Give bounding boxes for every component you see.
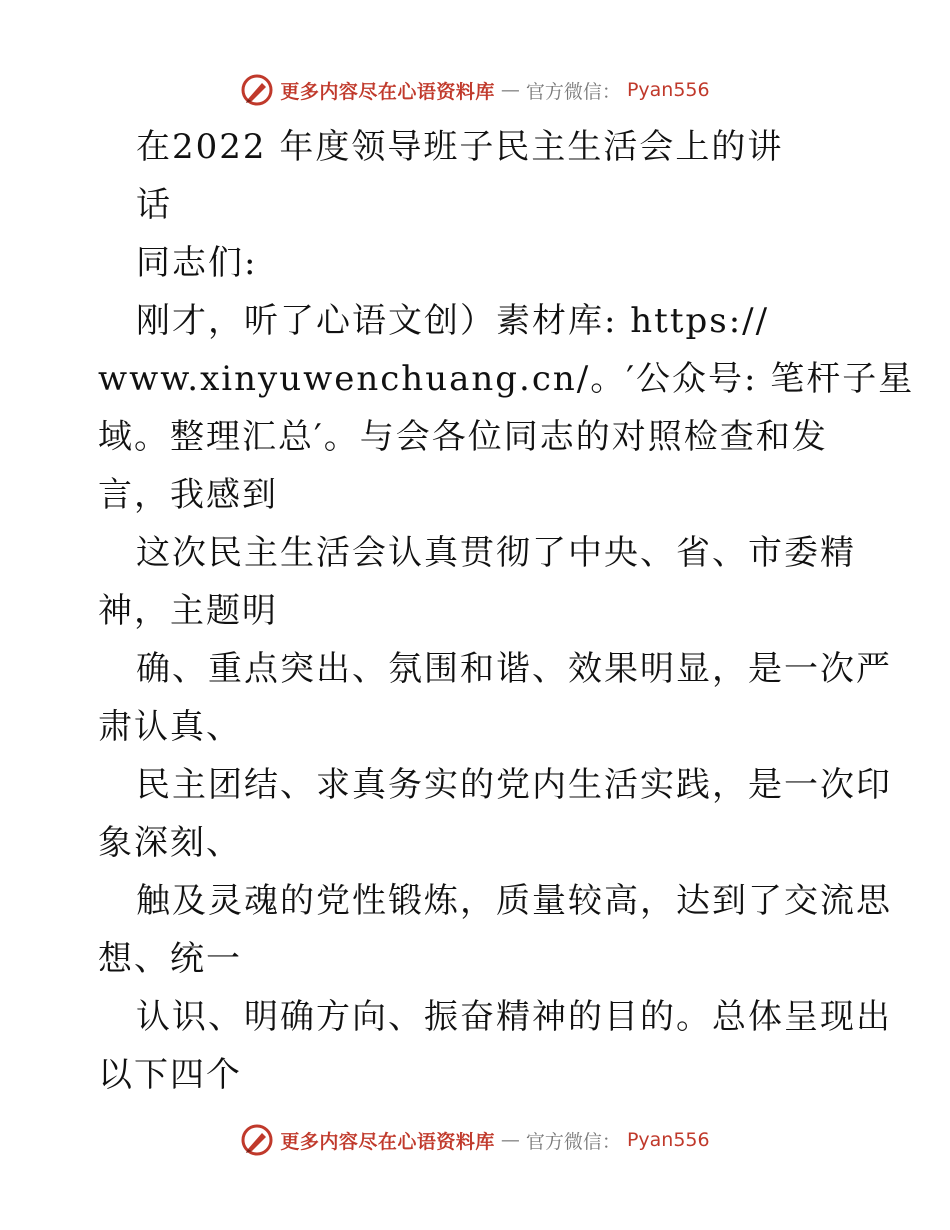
footer-banner xyxy=(0,1120,950,1160)
paragraph-line: 以下四个 xyxy=(98,1055,242,1095)
salutation: 同志们: xyxy=(136,243,258,283)
banner-separator: — xyxy=(500,79,520,101)
paragraph-line: 域。整理汇总′。与会各位同志的对照检查和发 xyxy=(98,417,828,457)
header-banner xyxy=(0,70,950,110)
banner-wechat-label: 官方微信： xyxy=(525,80,621,103)
paragraph-line: www.xinyuwenchuang.cn/。′公众号: 笔杆子星 xyxy=(98,359,915,399)
banner-separator: — xyxy=(500,1129,520,1151)
paragraph-line: 民主团结、求真务实的党内生活实践，是一次印 xyxy=(136,765,892,805)
document-body xyxy=(98,118,915,1104)
paragraph-line: 刚才，听了心语文创）素材库: https:// xyxy=(136,301,770,341)
banner-brand: 更多内容尽在心语资料库 xyxy=(280,80,495,103)
banner-wechat-id: Pyan556 xyxy=(626,79,710,101)
paragraph-line: 这次民主生活会认真贯彻了中央、省、市委精 xyxy=(136,533,856,573)
paragraph-line: 神，主题明 xyxy=(98,591,278,631)
paragraph-line: 肃认真、 xyxy=(98,707,242,747)
pen-logo-icon xyxy=(240,73,274,107)
title-line-2: 话 xyxy=(136,185,172,225)
banner-brand: 更多内容尽在心语资料库 xyxy=(280,1130,495,1153)
pen-logo-icon xyxy=(240,1123,274,1157)
paragraph-line: 象深刻、 xyxy=(98,823,242,863)
banner-wechat-id: Pyan556 xyxy=(626,1129,710,1151)
title-line-1: 在2022 年度领导班子民主生活会上的讲 xyxy=(136,127,784,167)
paragraph-line: 认识、明确方向、振奋精神的目的。总体呈现出 xyxy=(136,997,892,1037)
banner-wechat-label: 官方微信： xyxy=(525,1130,621,1153)
paragraph-line: 想、统一 xyxy=(98,939,242,979)
paragraph-line: 确、重点突出、氛围和谐、效果明显，是一次严 xyxy=(136,649,892,689)
paragraph-line: 触及灵魂的党性锻炼，质量较高，达到了交流思 xyxy=(136,881,892,921)
paragraph-line: 言，我感到 xyxy=(98,475,278,515)
